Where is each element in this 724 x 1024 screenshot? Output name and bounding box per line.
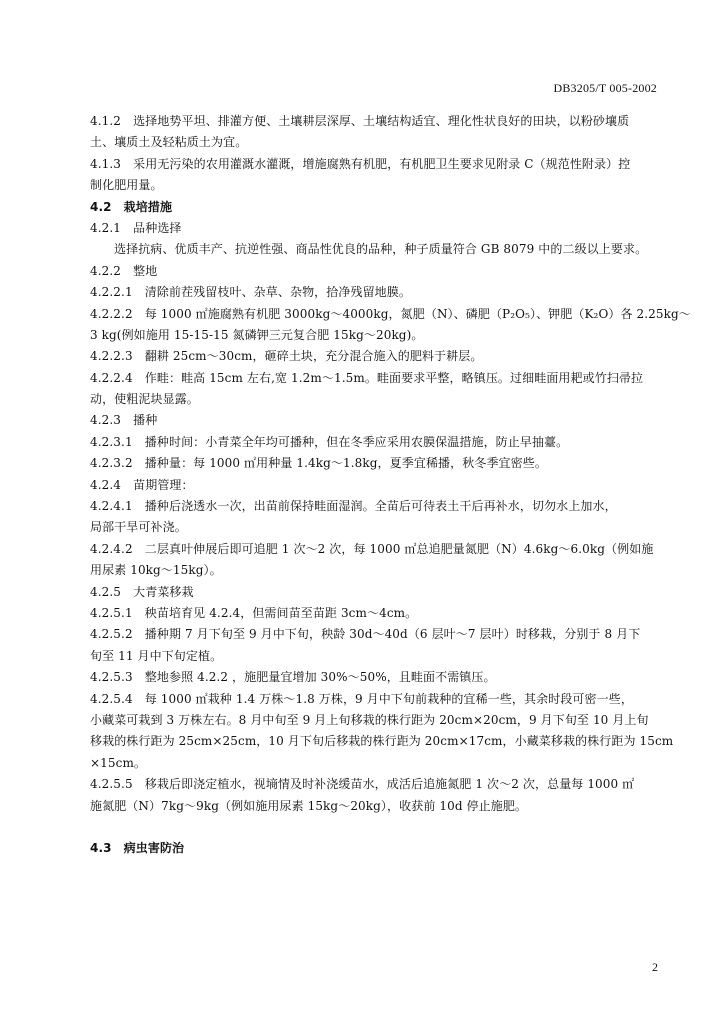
page-number: 2 [652,960,658,974]
clause-4-1-2-line-1: 4.1.2 选择地势平坦、排灌方便、土壤耕层深厚、土壤结构适宜、理化性状良好的田块，以粉砂壤质 [90,114,630,128]
clause-4-2-2-2-line-1: 4.2.2.2 每 1000 ㎡施腐熟有机肥 3000kg～4000kg，氮肥（N）、磷肥（P₂O₅）、钾肥（K₂O）各 2.25kg～ [90,306,691,321]
paragraph-gap [90,817,665,838]
clause-4-2-1: 4.2.1 品种选择 [90,220,182,235]
clause-4-2-4-2-line-1: 4.2.4.2 二层真叶伸展后即可追肥 1 次～2 次，每 1000 ㎡总追肥量氮肥（N）4.6kg～6.0kg（例如施 [90,541,654,556]
clause-4-2-5-5-line-2: 施氮肥（N）7kg～9kg（例如施用尿素 15kg～20kg），收获前 10d 停止施肥。 [90,798,528,813]
clause-4-2-5-3: 4.2.5.3 整地参照 4.2.2 ，施肥量宜增加 30%～50%，且畦面不需镇压。 [90,670,496,685]
clause-4-2-4-1-line-2: 局部干旱可补浇。 [90,520,187,535]
clause-4-2-5-2-line-2: 旬至 11 月中下旬定植。 [90,648,223,663]
document-body [90,111,691,859]
clause-4-2-2-1: 4.2.2.1 清除前茬残留枝叶、杂草、杂物，拾净残留地膜。 [90,285,411,300]
clause-4-2-5-1: 4.2.5.1 秧苗培育见 4.2.4，但需间苗至苗距 3cm～4cm。 [90,605,418,620]
clause-4-1-2-line-2: 土、壤质土及轻粘质土为宜。 [90,135,248,150]
clause-4-2-4-1-line-1: 4.2.4.1 播种后浇透水一次，出苗前保持畦面湿润。全苗后可待表土干后再补水，切勿水上加水， [90,499,617,514]
document-code-header: DB3205/T 005-2002 [553,81,657,95]
clause-4-2-5-4-line-3: 移栽的株行距为 25cm×25cm，10 月下旬后移栽的株行距为 20cm×17cm，小藏菜移栽的株行距为 15cm [90,734,674,749]
clause-4-2-2-4-line-2: 动，使粗泥块显露。 [90,392,199,407]
clause-4-2-2-4-line-1: 4.2.2.4 作畦：畦高 15cm 左右,宽 1.2m～1.5m。畦面要求平整，略镇压。过细畦面用耙或竹扫帚拉 [90,370,644,385]
clause-4-2-5-5-line-1: 4.2.5.5 移栽后即浇定植水，视墒情及时补浇缓苗水，成活后追施氮肥 1 次～2 次，总量每 1000 ㎡ [90,777,635,792]
clause-4-2-4: 4.2.4 苗期管理： [90,477,194,492]
clause-4-2-5-4-line-4: ×15cm。 [90,755,147,770]
section-heading-4-2: 4.2 栽培措施 [90,199,173,214]
clause-4-1-3-line-2: 制化肥用量。 [90,178,163,193]
section-heading-4-3: 4.3 病虫害防治 [90,840,185,855]
clause-4-2-4-2-line-2: 用尿素 10kg～15kg）。 [90,563,222,578]
clause-4-2-2-2-line-2: 3 kg(例如施用 15-15-15 氮磷钾三元复合肥 15kg～20kg)。 [90,327,424,342]
clause-4-2-3-2: 4.2.3.2 播种量：每 1000 ㎡用种量 1.4kg～1.8kg，夏季宜稀播，秋冬季宜密些。 [90,456,547,471]
clause-4-2-5: 4.2.5 大青菜移栽 [90,584,194,599]
clause-4-2-5-4-line-2: 小藏菜可栽到 3 万株左右。8 月中旬至 9 月上旬移栽的株行距为 20cm×20cm，9 月下旬至 10 月上旬 [90,712,649,727]
clause-4-2-3-1: 4.2.3.1 播种时间：小青菜全年均可播种，但在冬季应采用农膜保温措施，防止早抽薹。 [90,434,569,449]
clause-4-2-5-2-line-1: 4.2.5.2 播种期 7 月下旬至 9 月中下旬，秧龄 30d～40d（6 层叶～7 层叶）时移栽，分别于 8 月下 [90,627,641,642]
clause-4-2-2: 4.2.2 整地 [90,263,158,278]
clause-4-2-2-3: 4.2.2.3 翻耕 25cm～30cm，砸碎土块，充分混合施入的肥料于耕层。 [90,349,483,364]
clause-4-2-1-text: 选择抗病、优质丰产、抗逆性强、商品性优良的品种，种子质量符合 GB 8079 中的二级以上要求。 [114,242,648,257]
clause-4-1-3-line-1: 4.1.3 采用无污染的农用灌溉水灌溉，增施腐熟有机肥，有机肥卫生要求见附录 C（规范性附录）控 [90,156,631,171]
clause-4-2-5-4-line-1: 4.2.5.4 每 1000 ㎡栽种 1.4 万株～1.8 万株，9 月中下旬前栽种的宜稀一些，其余时段可密一些， [90,691,633,706]
clause-4-2-3: 4.2.3 播种 [90,413,158,428]
